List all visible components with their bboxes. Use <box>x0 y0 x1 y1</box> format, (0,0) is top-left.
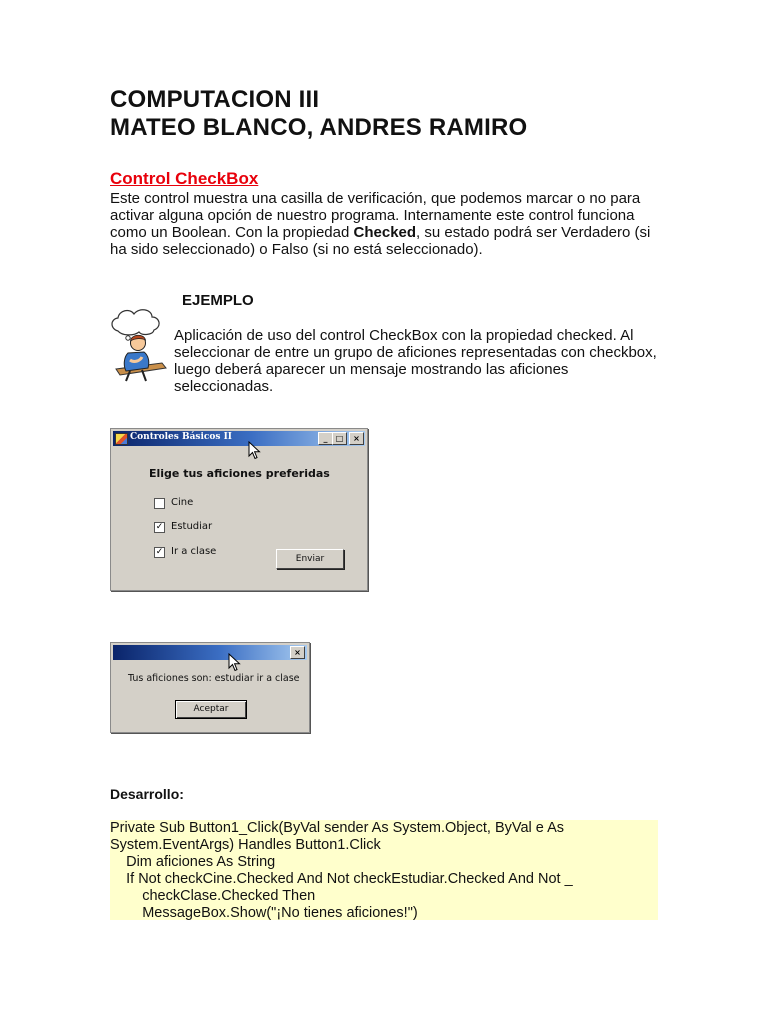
code-line: MessageBox.Show("¡No tienes aficiones!") <box>110 905 418 921</box>
example-heading: EJEMPLO <box>182 292 254 309</box>
checkbox-cine[interactable] <box>154 498 165 509</box>
checkbox-cine-label: Cine <box>171 497 194 508</box>
aficiones-message: Tus aficiones son: estudiar ir a clase <box>128 673 300 684</box>
code-line: checkClase.Checked Then <box>110 888 316 904</box>
aceptar-button[interactable]: Aceptar <box>175 700 247 719</box>
code-line: Dim aficiones As String <box>110 854 276 870</box>
code-line: If Not checkCine.Checked And Not checkEstudiar.Checked And Not _ <box>110 871 573 887</box>
messagebox-close-button[interactable]: × <box>290 646 305 659</box>
enviar-button[interactable]: Enviar <box>276 549 344 569</box>
checkbox-estudiar[interactable]: ✓ <box>155 522 164 532</box>
mouse-cursor-icon <box>248 441 262 461</box>
document-authors: MATEO BLANCO, ANDRES RAMIRO <box>110 114 528 141</box>
code-block <box>110 820 658 920</box>
intro-keyword: Checked <box>353 224 417 241</box>
app-icon <box>115 433 128 445</box>
message-box-screenshot <box>110 642 310 733</box>
student-thinking-clipart-icon <box>108 305 170 383</box>
checkbox-ir-a-clase[interactable]: ✓ <box>155 547 164 557</box>
maximize-button[interactable]: □ <box>332 432 347 445</box>
intro-text-start: Este control muestra una casilla de verificación, que podemos marcar o no para activar alguna opción de nuestro programa. Internamente este control funciona como un Boolean. Con la propiedad <box>110 190 641 241</box>
close-button[interactable]: × <box>349 432 364 445</box>
window-titlebar <box>113 431 365 446</box>
intro-paragraph <box>110 190 670 258</box>
section-heading: Control CheckBox <box>110 169 259 188</box>
messagebox-titlebar <box>113 645 307 660</box>
aficiones-prompt: Elige tus aficiones preferidas <box>149 467 330 480</box>
code-line: Private Sub Button1_Click(ByVal sender As System.Object, ByVal e As <box>110 820 565 836</box>
mouse-cursor-icon <box>228 653 242 673</box>
checkbox-estudiar-label: Estudiar <box>171 521 213 532</box>
minimize-button[interactable]: _ <box>318 432 333 445</box>
window-title: Controles Básicos II <box>130 432 232 442</box>
example-description: Aplicación de uso del control CheckBox con la propiedad checked. Al seleccionar de entre un grupo de aficiones representadas con checkbox, luego deberá aparecer un mensaje mostrando las aficiones seleccionadas. <box>174 327 657 395</box>
checkbox-ir-a-clase-label: Ir a clase <box>171 546 217 557</box>
intro-text-end: , su estado podrá ser Verdadero (si ha sido seleccionado) o Falso (si no está seleccionado). <box>110 224 651 258</box>
code-line: System.EventArgs) Handles Button1.Click <box>110 837 381 853</box>
controles-basicos-window-screenshot <box>110 428 368 591</box>
development-heading: Desarrollo: <box>110 786 184 802</box>
document-title: COMPUTACION III <box>110 86 320 113</box>
